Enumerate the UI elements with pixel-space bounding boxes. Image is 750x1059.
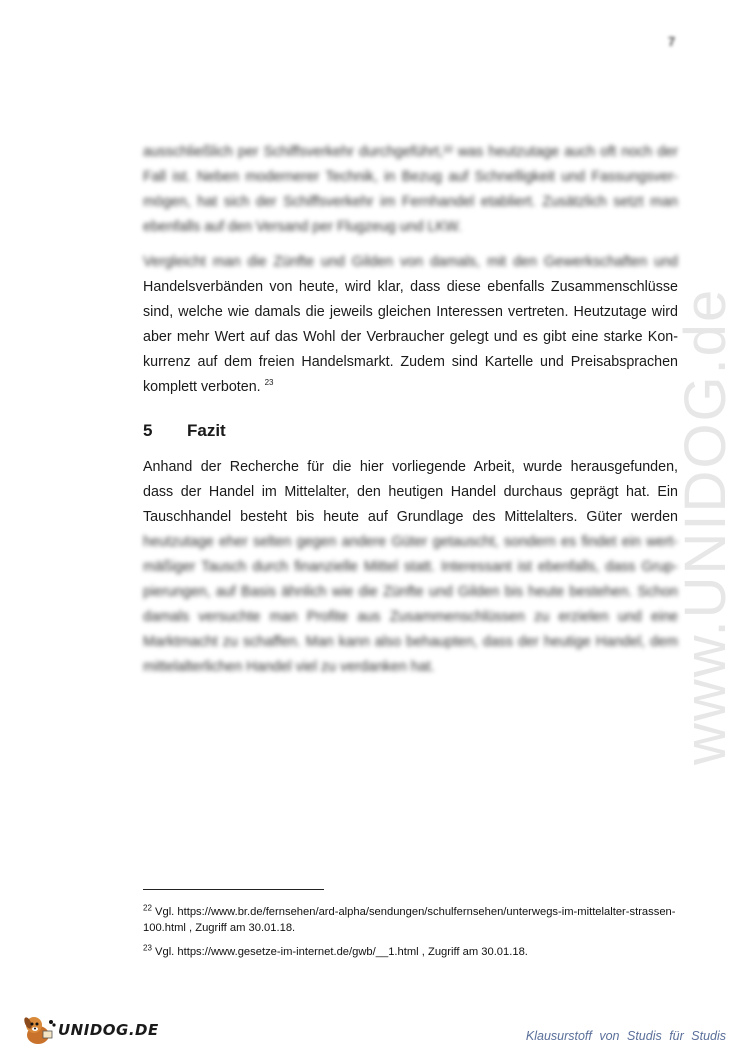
- text-line: mittelalterlichen Handel viel zu verdanken hat.: [143, 659, 435, 675]
- section-heading: [143, 418, 678, 443]
- text-line: mögen, hat sich der Schiffsverkehr im Fernhandel etabliert. Zusätzlich setzt man: [143, 194, 678, 210]
- footnote-separator: [143, 889, 324, 890]
- footnote-text: Vgl. https://www.gesetze-im-internet.de/gwb/__1.html , Zugriff am 30.01.18.: [155, 946, 528, 958]
- text-line: ausschließlich per Schiffsverkehr durchgeführt,²² was heutzutage auch oft noch der: [143, 144, 678, 160]
- watermark-container: [672, 280, 738, 765]
- text-line: [143, 375, 678, 400]
- dog-mascot-icon: [20, 1013, 56, 1047]
- text-line: ebenfalls auf den Versand per Flugzeug und LKW.: [143, 219, 462, 235]
- text-line: Anhand der Recherche für die hier vorliegende Arbeit, wurde herausgefunden,: [143, 459, 678, 475]
- text-line-content: komplett verboten.: [143, 379, 261, 395]
- text-line-blurred: Vergleicht man die Zünfte und Gilden von damals, mit den Gewerkschaften und: [143, 254, 678, 270]
- footnote-number: 23: [143, 943, 152, 953]
- text-line: Tauschhandel besteht bis heute auf Grundlage des Mittelalters. Güter werden: [143, 509, 678, 525]
- paragraph-comparison: [143, 250, 678, 400]
- blurred-text-block: [143, 530, 678, 680]
- text-line: Marktmacht zu schaffen. Man kann also behaupten, dass der heutige Handel, dem: [143, 634, 678, 650]
- text-line: mäßiger Tausch durch finanzielle Mittel statt. Interessant ist ebenfalls, dass Grup-: [143, 559, 678, 575]
- text-line: heutzutage eher selten gegen andere Güter getauscht, sondern es findet ein wert-: [143, 534, 678, 550]
- text-line: kurrenz auf dem freien Handelsmarkt. Zudem sind Kartelle und Preisabsprachen: [143, 354, 678, 370]
- text-line: aber mehr Wert auf das Wohl der Verbraucher gelegt und es gibt eine starke Kon-: [143, 329, 678, 345]
- footnote-22: [143, 904, 683, 936]
- text-line: dass der Handel im Mittelalter, den heutigen Handel durchaus geprägt hat. Ein: [143, 484, 678, 500]
- page-number: 7: [668, 34, 676, 49]
- logo-text: UNIDOG.DE: [58, 1021, 159, 1039]
- text-line: Fall ist. Neben modernerer Technik, in Bezug auf Schnelligkeit und Fassungsver-: [143, 169, 678, 185]
- footnote-number: 22: [143, 903, 152, 913]
- section-number: 5: [143, 421, 153, 440]
- section-title: Fazit: [187, 421, 226, 440]
- footnote-text: Vgl. https://www.br.de/fernsehen/ard-alpha/sendungen/schulfernsehen/unterwegs-im-mittelalter-strassen-100.html , Zugriff am 30.01.18.: [143, 906, 676, 934]
- text-line: damals versuchte man Profite aus Zusammenschlüssen zu erzielen und eine: [143, 609, 678, 625]
- paragraph-conclusion: [143, 455, 678, 680]
- unidog-logo: [20, 1012, 159, 1048]
- footnote-ref: 23: [264, 378, 274, 388]
- footer-tagline: Klausurstoff von Studis für Studis: [525, 1029, 726, 1043]
- paragraph-blurred-intro: [143, 140, 678, 240]
- footnotes: [143, 904, 683, 968]
- text-line: sind, welche wie damals die jeweils gleichen Interessen vertreten. Heutzutage wird: [143, 304, 678, 320]
- watermark-text: www.UNIDOG.de: [673, 287, 738, 765]
- document-body: [143, 140, 678, 690]
- text-line: Handelsverbänden von heute, wird klar, dass diese ebenfalls Zusammenschlüsse: [143, 279, 678, 295]
- footnote-23: [143, 944, 683, 960]
- text-line: pierungen, auf Basis ähnlich wie die Zünfte und Gilden bis heute bestehen. Schon: [143, 584, 678, 600]
